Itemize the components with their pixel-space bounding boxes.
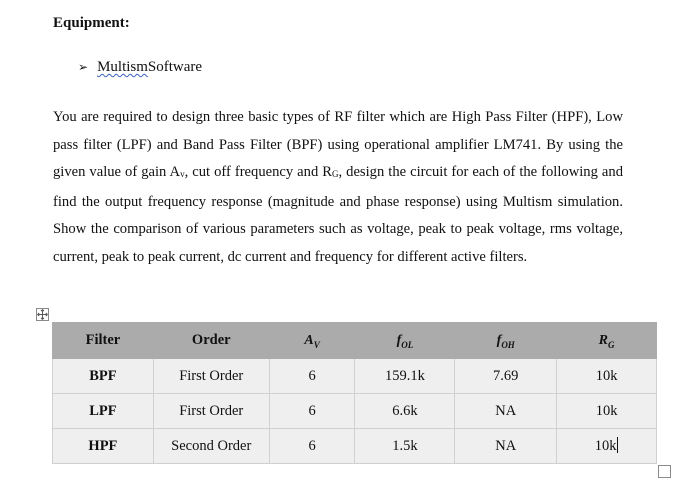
cell-fol[interactable]: 1.5k: [355, 429, 455, 464]
arrow-bullet-icon: ➢: [78, 60, 89, 74]
instructions-paragraph: You are required to design three basic types of RF filter which are High Pass Filter (HPF), Low pass filter (LPF) and Band Pass Filter (BPF) using operational amplifier LM741. By using the given value of gain $A_v$, cut off frequency and $R_G$, design the circuit for each of the following and find the output frequency response (magnitude and phase response) using Multism simulation. Show the comparison of various parameters such as voltage, peak to peak voltage, rms voltage, current, peak to peak current, dc current and frequency for different active filters.: [53, 109, 623, 265]
cell-fol[interactable]: 159.1k: [355, 359, 455, 394]
header-order: Order: [153, 323, 269, 359]
cell-rg[interactable]: 10k: [557, 359, 657, 394]
cell-order[interactable]: First Order: [153, 394, 269, 429]
cell-filter[interactable]: HPF: [53, 429, 154, 464]
table-row: [53, 429, 657, 464]
cell-filter[interactable]: LPF: [53, 394, 154, 429]
cell-av[interactable]: 6: [269, 394, 355, 429]
cell-foh[interactable]: 7.69: [455, 359, 557, 394]
filter-parameters-table: [52, 322, 657, 464]
cell-rg[interactable]: 10k: [557, 394, 657, 429]
table-move-handle-icon[interactable]: [36, 308, 49, 321]
table-resize-handle[interactable]: [658, 465, 671, 478]
header-fol: $f_{OL}$: [355, 323, 455, 359]
cell-order[interactable]: Second Order: [153, 429, 269, 464]
table-row: [53, 394, 657, 429]
table-row: [53, 359, 657, 394]
cell-foh[interactable]: NA: [455, 394, 557, 429]
section-heading: Equipment:: [53, 15, 130, 31]
header-foh: $f_{OH}$: [455, 323, 557, 359]
table-header-row: [53, 323, 657, 359]
cell-filter[interactable]: BPF: [53, 359, 154, 394]
header-rg: $R_G$: [557, 323, 657, 359]
spellcheck-word[interactable]: Multism: [97, 59, 148, 75]
text-cursor: [617, 437, 618, 453]
header-gain: $A_V$: [269, 323, 355, 359]
cell-foh[interactable]: NA: [455, 429, 557, 464]
bullet-text: Software: [147, 59, 203, 75]
cell-rg-editing[interactable]: 10k: [557, 429, 657, 464]
cell-av[interactable]: 6: [269, 429, 355, 464]
cell-av[interactable]: 6: [269, 359, 355, 394]
header-filter: Filter: [53, 323, 154, 359]
cell-fol[interactable]: 6.6k: [355, 394, 455, 429]
cell-order[interactable]: First Order: [153, 359, 269, 394]
equipment-bullet-item: [78, 59, 202, 76]
